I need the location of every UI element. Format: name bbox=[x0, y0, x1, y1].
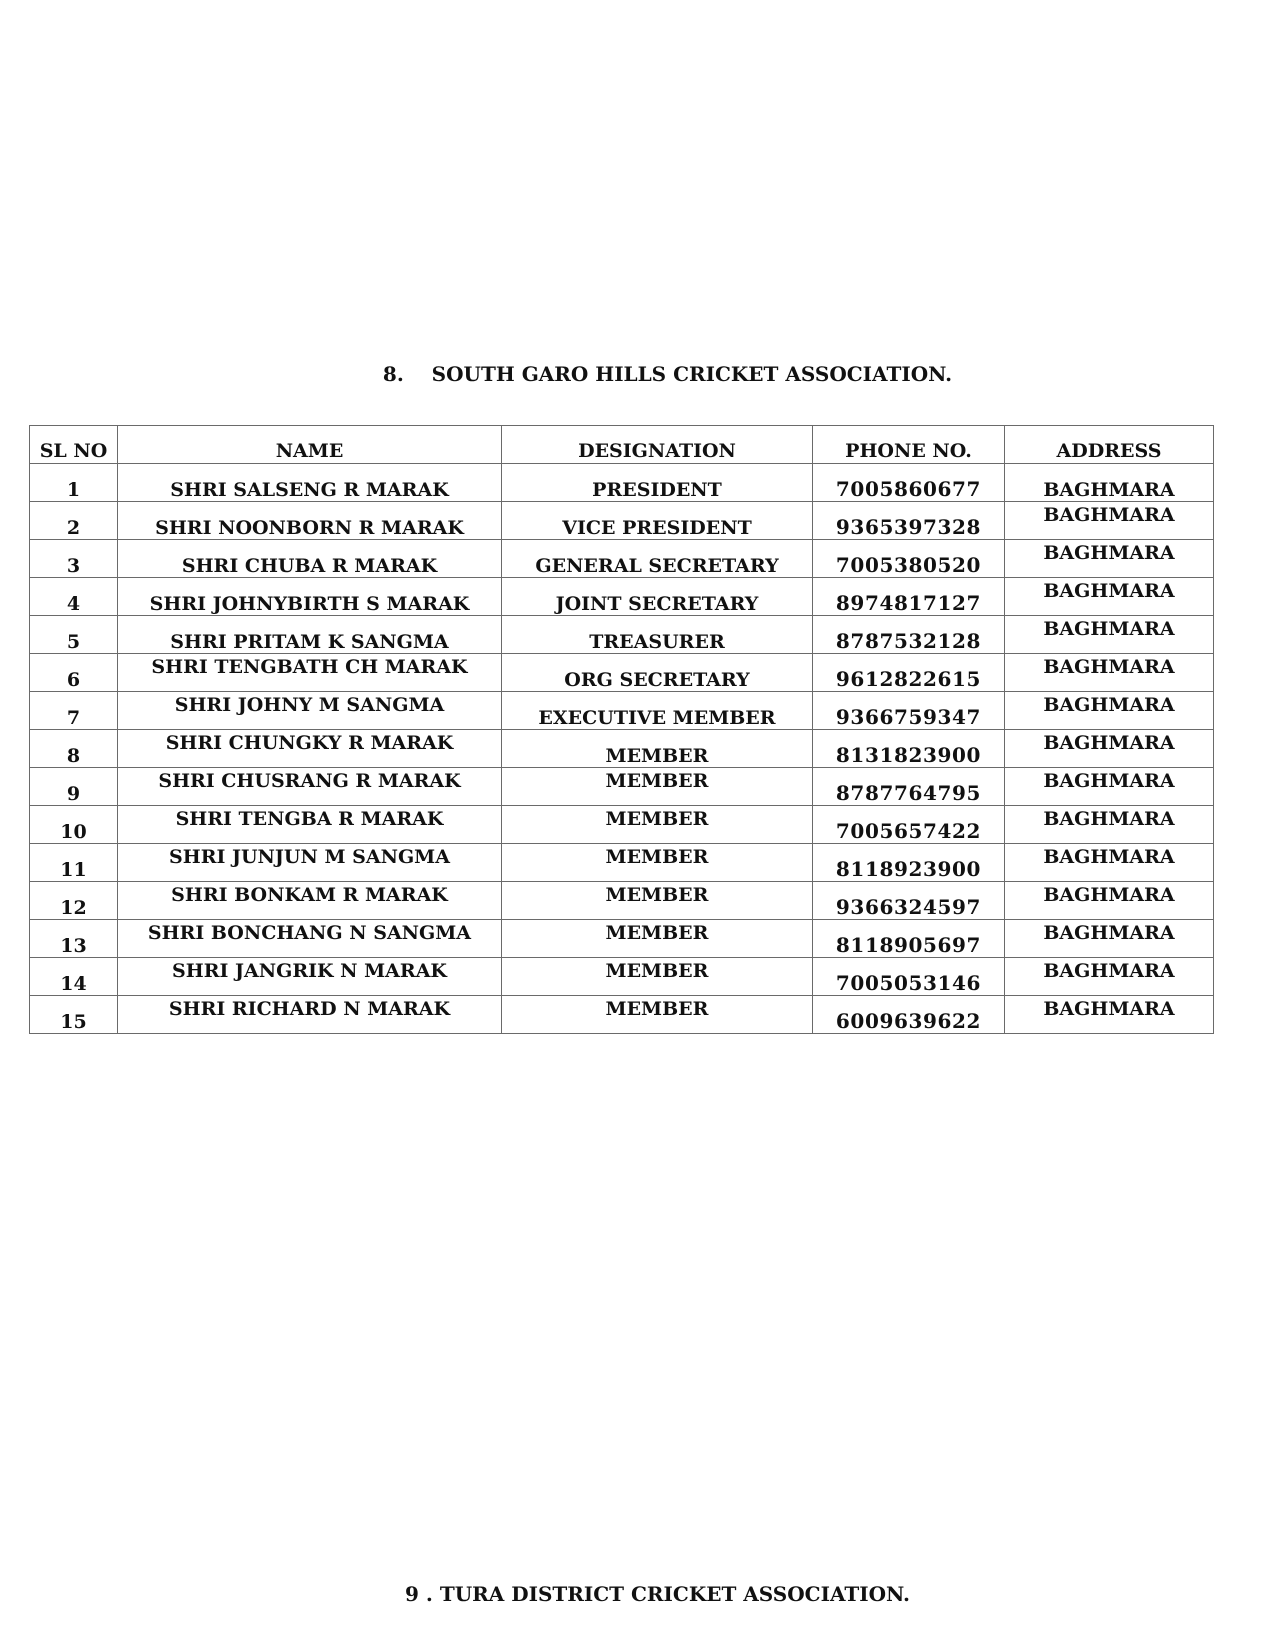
cell-phone: 8118923900 bbox=[813, 844, 1005, 882]
cell-name: SHRI CHUNGKY R MARAK bbox=[118, 730, 502, 768]
table-row bbox=[30, 730, 1214, 768]
cell-name: SHRI BONCHANG N SANGMA bbox=[118, 920, 502, 958]
members-table bbox=[29, 425, 1214, 1034]
cell-name: SHRI TENGBA R MARAK bbox=[118, 806, 502, 844]
cell-address: BAGHMARA bbox=[1005, 920, 1214, 958]
cell-name: SHRI TENGBATH CH MARAK bbox=[118, 654, 502, 692]
cell-name: SHRI JANGRIK N MARAK bbox=[118, 958, 502, 996]
cell-address: BAGHMARA bbox=[1005, 692, 1214, 730]
section-number: 9 . bbox=[405, 1582, 433, 1606]
cell-phone: 7005053146 bbox=[813, 958, 1005, 996]
table-row bbox=[30, 806, 1214, 844]
cell-name: SHRI JOHNY M SANGMA bbox=[118, 692, 502, 730]
cell-sl-no: 13 bbox=[30, 920, 118, 958]
cell-sl-no: 15 bbox=[30, 996, 118, 1034]
cell-phone: 7005380520 bbox=[813, 540, 1005, 578]
cell-address: BAGHMARA bbox=[1005, 464, 1214, 502]
cell-address: BAGHMARA bbox=[1005, 882, 1214, 920]
table-row bbox=[30, 540, 1214, 578]
cell-phone: 8974817127 bbox=[813, 578, 1005, 616]
table-row bbox=[30, 578, 1214, 616]
cell-sl-no: 9 bbox=[30, 768, 118, 806]
cell-phone: 8118905697 bbox=[813, 920, 1005, 958]
cell-sl-no: 2 bbox=[30, 502, 118, 540]
cell-designation: MEMBER bbox=[502, 806, 813, 844]
cell-designation: TREASURER bbox=[502, 616, 813, 654]
table-row bbox=[30, 692, 1214, 730]
table-row bbox=[30, 882, 1214, 920]
cell-sl-no: 10 bbox=[30, 806, 118, 844]
table-row bbox=[30, 768, 1214, 806]
cell-address: BAGHMARA bbox=[1005, 844, 1214, 882]
cell-sl-no: 3 bbox=[30, 540, 118, 578]
cell-sl-no: 11 bbox=[30, 844, 118, 882]
cell-designation: MEMBER bbox=[502, 730, 813, 768]
cell-phone: 8787764795 bbox=[813, 768, 1005, 806]
table-row bbox=[30, 844, 1214, 882]
section-heading-tura-district bbox=[20, 1582, 1275, 1606]
section-number: 8. bbox=[382, 362, 404, 386]
cell-designation: PRESIDENT bbox=[502, 464, 813, 502]
header-name: NAME bbox=[118, 426, 502, 464]
cell-name: SHRI PRITAM K SANGMA bbox=[118, 616, 502, 654]
cell-designation: VICE PRESIDENT bbox=[502, 502, 813, 540]
cell-phone: 9366759347 bbox=[813, 692, 1005, 730]
cell-address: BAGHMARA bbox=[1005, 540, 1214, 578]
cell-phone: 6009639622 bbox=[813, 996, 1005, 1034]
cell-designation: MEMBER bbox=[502, 996, 813, 1034]
cell-sl-no: 8 bbox=[30, 730, 118, 768]
cell-sl-no: 7 bbox=[30, 692, 118, 730]
cell-phone: 9612822615 bbox=[813, 654, 1005, 692]
cell-name: SHRI CHUSRANG R MARAK bbox=[118, 768, 502, 806]
cell-address: BAGHMARA bbox=[1005, 616, 1214, 654]
header-address: ADDRESS bbox=[1005, 426, 1214, 464]
cell-name: SHRI RICHARD N MARAK bbox=[118, 996, 502, 1034]
cell-sl-no: 5 bbox=[30, 616, 118, 654]
cell-designation: MEMBER bbox=[502, 844, 813, 882]
cell-designation: ORG SECRETARY bbox=[502, 654, 813, 692]
cell-designation: JOINT SECRETARY bbox=[502, 578, 813, 616]
section-heading-south-garo-hills bbox=[30, 362, 1275, 386]
cell-designation: MEMBER bbox=[502, 920, 813, 958]
table-body bbox=[30, 464, 1214, 1034]
header-sl-no: SL NO bbox=[30, 426, 118, 464]
table-row bbox=[30, 996, 1214, 1034]
cell-designation: EXECUTIVE MEMBER bbox=[502, 692, 813, 730]
cell-address: BAGHMARA bbox=[1005, 502, 1214, 540]
cell-phone: 9366324597 bbox=[813, 882, 1005, 920]
table-row bbox=[30, 920, 1214, 958]
cell-name: SHRI CHUBA R MARAK bbox=[118, 540, 502, 578]
cell-phone: 8787532128 bbox=[813, 616, 1005, 654]
cell-address: BAGHMARA bbox=[1005, 730, 1214, 768]
header-designation: DESIGNATION bbox=[502, 426, 813, 464]
table-row bbox=[30, 502, 1214, 540]
cell-name: SHRI JUNJUN M SANGMA bbox=[118, 844, 502, 882]
cell-phone: 9365397328 bbox=[813, 502, 1005, 540]
table-header-row bbox=[30, 426, 1214, 464]
cell-phone: 7005657422 bbox=[813, 806, 1005, 844]
table-row bbox=[30, 464, 1214, 502]
cell-sl-no: 12 bbox=[30, 882, 118, 920]
cell-name: SHRI JOHNYBIRTH S MARAK bbox=[118, 578, 502, 616]
section-title: TURA DISTRICT CRICKET ASSOCIATION. bbox=[439, 1582, 910, 1606]
section-title: SOUTH GARO HILLS CRICKET ASSOCIATION. bbox=[431, 362, 953, 386]
cell-address: BAGHMARA bbox=[1005, 806, 1214, 844]
table-row bbox=[30, 958, 1214, 996]
table-row bbox=[30, 616, 1214, 654]
cell-designation: MEMBER bbox=[502, 958, 813, 996]
cell-sl-no: 4 bbox=[30, 578, 118, 616]
cell-designation: MEMBER bbox=[502, 768, 813, 806]
header-phone: PHONE NO. bbox=[813, 426, 1005, 464]
cell-designation: MEMBER bbox=[502, 882, 813, 920]
cell-address: BAGHMARA bbox=[1005, 578, 1214, 616]
cell-sl-no: 1 bbox=[30, 464, 118, 502]
cell-name: SHRI BONKAM R MARAK bbox=[118, 882, 502, 920]
table-row bbox=[30, 654, 1214, 692]
cell-sl-no: 14 bbox=[30, 958, 118, 996]
cell-address: BAGHMARA bbox=[1005, 768, 1214, 806]
cell-address: BAGHMARA bbox=[1005, 958, 1214, 996]
cell-sl-no: 6 bbox=[30, 654, 118, 692]
cell-address: BAGHMARA bbox=[1005, 996, 1214, 1034]
cell-designation: GENERAL SECRETARY bbox=[502, 540, 813, 578]
cell-name: SHRI SALSENG R MARAK bbox=[118, 464, 502, 502]
cell-name: SHRI NOONBORN R MARAK bbox=[118, 502, 502, 540]
cell-phone: 8131823900 bbox=[813, 730, 1005, 768]
cell-address: BAGHMARA bbox=[1005, 654, 1214, 692]
cell-phone: 7005860677 bbox=[813, 464, 1005, 502]
